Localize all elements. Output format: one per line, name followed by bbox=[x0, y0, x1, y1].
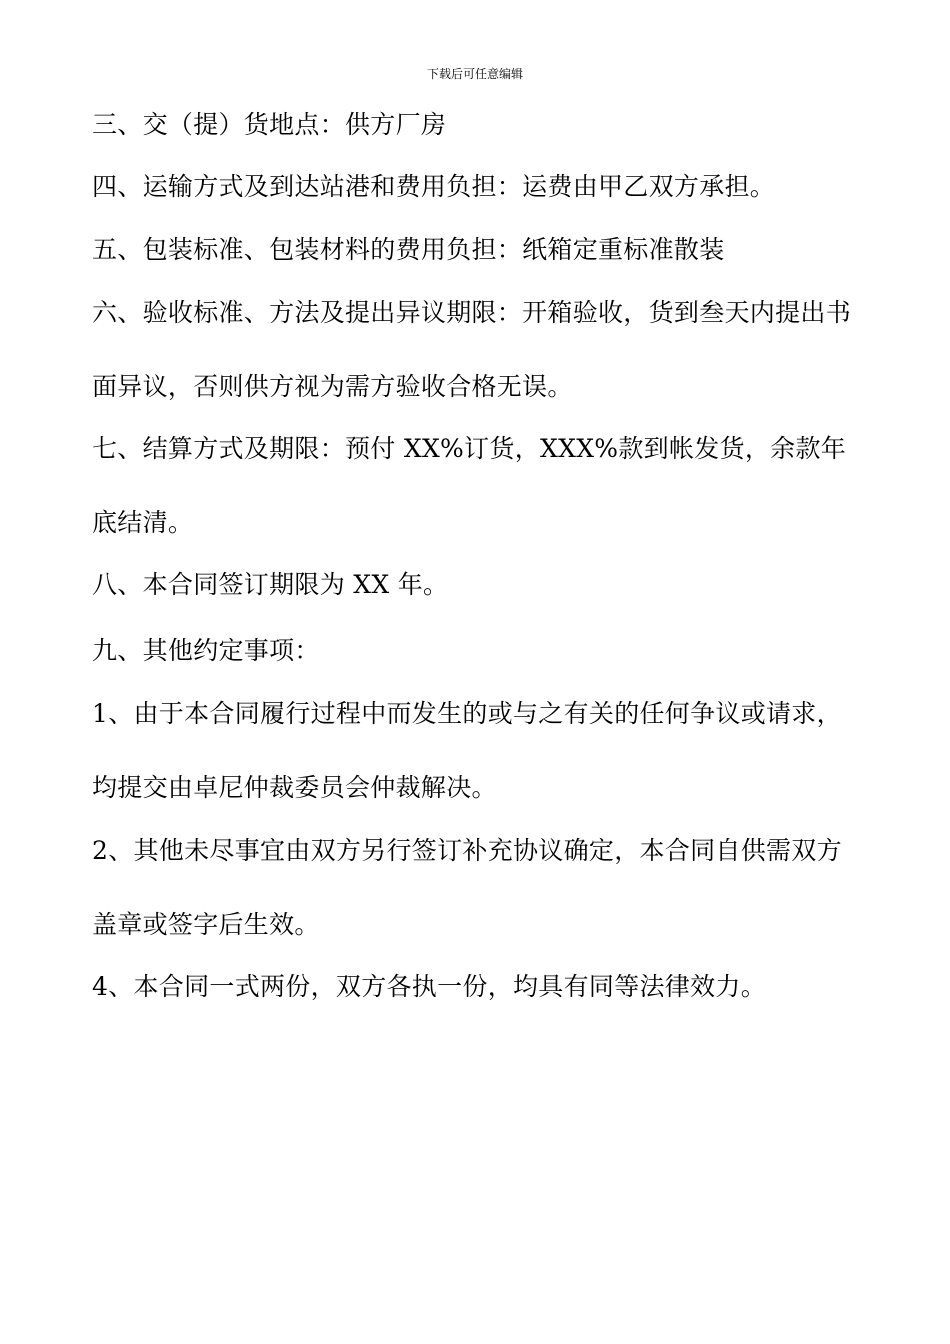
page-header: 下载后可任意编辑 bbox=[426, 67, 523, 81]
clause-6-acceptance: 六、验收标准、方法及提出异议期限：开箱验收，货到叁天内提出书 bbox=[92, 298, 852, 327]
clause-3-delivery-location: 三、交（提）货地点：供方厂房 bbox=[92, 110, 447, 139]
clause-9-other: 九、其他约定事项： bbox=[92, 636, 320, 665]
clause-9-item-2-cont: 盖章或签字后生效。 bbox=[92, 910, 320, 939]
clause-9-item-2: 2、其他未尽事宜由双方另行签订补充协议确定，本合同自供需双方 bbox=[92, 836, 842, 865]
clause-5-packaging: 五、包装标准、包装材料的费用负担：纸箱定重标准散装 bbox=[92, 235, 725, 264]
clause-7-settlement: 七、结算方式及期限：预付 XX%订货，XXX%款到帐发货，余款年 bbox=[92, 434, 847, 463]
clause-8-term: 八、本合同签订期限为 XX 年。 bbox=[92, 570, 449, 599]
clause-9-item-1: 1、由于本合同履行过程中而发生的或与之有关的任何争议或请求， bbox=[92, 699, 842, 728]
clause-9-item-4: 4、本合同一式两份，双方各执一份，均具有同等法律效力。 bbox=[92, 972, 767, 1001]
clause-4-transport: 四、运输方式及到达站港和费用负担：运费由甲乙双方承担。 bbox=[92, 172, 776, 201]
clause-7-settlement-cont: 底结清。 bbox=[92, 508, 194, 537]
clause-6-acceptance-cont: 面异议，否则供方视为需方验收合格无误。 bbox=[92, 372, 573, 401]
clause-9-item-1-cont: 均提交由卓尼仲裁委员会仲裁解决。 bbox=[92, 773, 497, 802]
